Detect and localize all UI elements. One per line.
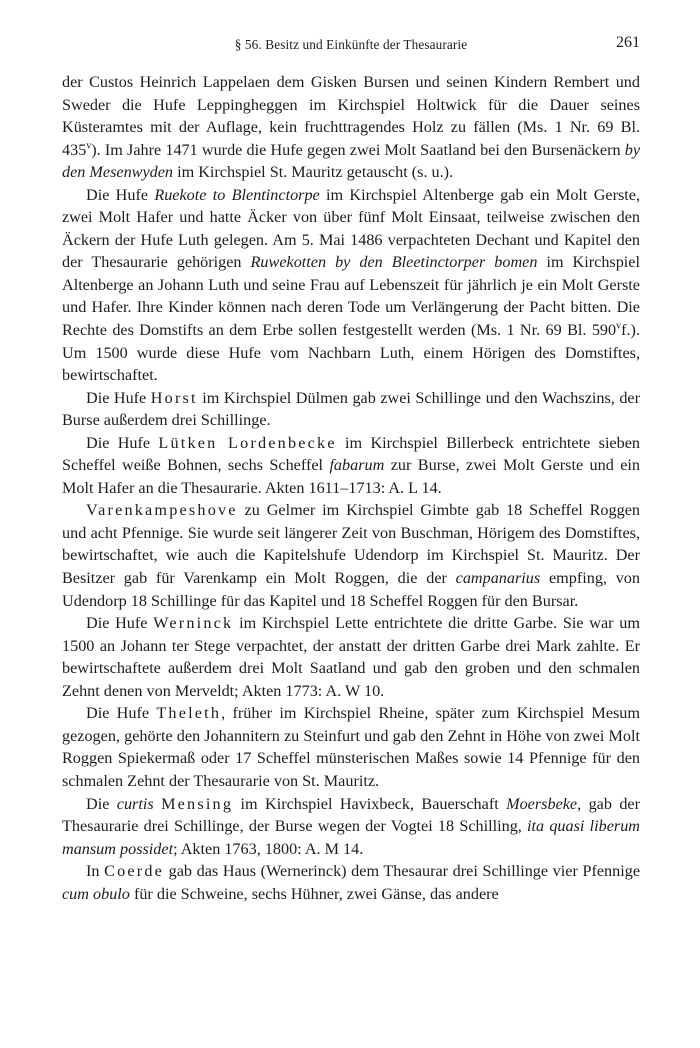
text-run: im Kirchspiel Altenberge an Johann Luth und seine Frau auf Lebenszeit für jährlich je ein Molt Gerste und Hafer. Ihre Kinder können nach deren Tode um Verlängerung der Pacht bitten. Die Rechte des Domstifts an dem Erbe sollen festgestellt werden (Ms. 1 Nr. 69 Bl. 590	[62, 253, 640, 340]
italic-term: by den Mesenwyden	[62, 140, 640, 182]
italic-term: ita quasi liberum mansum possidet	[62, 817, 640, 858]
italic-term: campanarius	[455, 569, 541, 588]
paragraph	[62, 184, 640, 387]
text-run: Die Hufe	[86, 704, 157, 723]
italic-term: Moersbeke	[506, 794, 578, 813]
spaced-name: Horst	[150, 388, 198, 407]
paragraph	[62, 499, 640, 612]
page-number: 261	[616, 34, 640, 51]
text-run: Die	[86, 794, 117, 813]
spaced-name: Werninck	[153, 614, 234, 633]
body-text	[62, 71, 640, 905]
text-run: für die Schweine, sechs Hühner, zwei Gänse, das andere	[129, 884, 499, 903]
spaced-name: Varenkampeshove	[86, 501, 238, 520]
text-run: Die Hufe	[86, 388, 151, 407]
text-run: im Kirchspiel St. Mauritz getauscht (s. u.).	[173, 163, 454, 182]
paragraph	[62, 612, 640, 702]
italic-term: curtis	[116, 794, 154, 813]
text-run	[154, 795, 161, 813]
paragraph	[62, 793, 640, 861]
text-run: der Custos Heinrich Lappelaen dem Gisken Bursen und seinen Kindern Rembert und Sweder die Hufe Leppingheggen im Kirchspiel Holtwick für die Dauer seines Küsteramtes mit der Auflage, kein fruchttragendes Holz zu fällen (Ms. 1 Nr. 69 Bl. 435	[62, 73, 640, 159]
italic-term: Ruwekotten by den Bleetinctorper bomen	[250, 253, 538, 272]
text-run: Die Hufe	[86, 433, 159, 452]
text-run: gab das Haus (Wernerinck) dem Thesaurar drei Schillinge vier Pfennige	[164, 862, 640, 881]
italic-term: cum obulo	[62, 884, 130, 903]
text-run: im Kirchspiel Havixbeck, Bauerschaft	[233, 794, 507, 813]
paragraph	[62, 432, 640, 500]
running-head: § 56. Besitz und Einkünfte der Thesaurarie	[234, 37, 468, 52]
superscript: v	[86, 140, 92, 152]
text-run: f.). Um 1500 wurde diese Hufe vom Nachbarn Luth, einem Hörigen des Domstiftes, bewirtschaftet.	[62, 321, 640, 385]
spaced-name: Theleth	[156, 704, 222, 723]
text-run: ; Akten 1763, 1800: A. M 14.	[173, 839, 364, 858]
text-run: , gab der Thesaurarie drei Schillinge, der Burse wegen der Vogtei 18 Schilling,	[62, 794, 641, 836]
spaced-name: Mensing	[161, 794, 234, 813]
paragraph	[62, 387, 640, 432]
text-run: zur Burse, zwei Molt Gerste und ein Molt Hafer an die Thesaurarie. Akten 1611–1713: A. L 14.	[62, 456, 640, 497]
text-run: In	[86, 862, 105, 881]
spaced-name: Coerde	[104, 862, 165, 881]
text-run: im Kirchspiel Altenberge gab ein Molt Gerste, zwei Molt Hafer und hatte Äcker von über fünf Molt Einsaat, teilweise zwischen den Äckern der Hufe Luth gelegen. Am 5. Mai 1486 verpachteten Dechant und Kapitel den der Thesaurarie gehörigen	[62, 185, 640, 272]
paragraph	[62, 71, 640, 184]
page-header	[62, 34, 640, 56]
text-run: , früher im Kirchspiel Rheine, später zum Kirchspiel Mesum gezogen, gehörte den Johannitern zu Steinfurt und gab den Zehnt in Höhe von zwei Molt Roggen Spiekermaß oder 17 Scheffel münsterischen Maßes sowie 14 Pfennige für den schmalen Zehnt der Thesaurarie von St. Mauritz.	[62, 704, 640, 790]
text-run: im Kirchspiel Dülmen gab zwei Schillinge und den Wachszins, der Burse außerdem drei Schillinge.	[62, 388, 641, 430]
text-run: empfing, von Udendorp 18 Schillinge für das Kapitel und 18 Scheffel Roggen für den Bursar.	[62, 569, 640, 610]
paragraph	[62, 860, 640, 905]
italic-term: Ruekote to Blentinctorpe	[154, 185, 320, 204]
text-run: Die Hufe	[86, 185, 155, 204]
text-run: ). Im Jahre 1471 wurde die Hufe gegen zwei Molt Saatland bei den Bursenäckern	[91, 140, 625, 159]
paragraph	[62, 702, 640, 792]
text-run: im Kirchspiel Lette entrichtete die dritte Garbe. Sie war um 1500 an Johann ter Stege verpachtet, der anstatt der dritten Garbe drei Mark zahlte. Er bewirtschaftete außerdem drei Molt Saatland und gab den groben und den schmalen Zehnt denen von Merveldt; Akten 1773: A. W 10.	[62, 614, 640, 700]
text-run: zu Gelmer im Kirchspiel Gimbte gab 18 Scheffel Roggen und acht Pfennige. Sie wurde seit längerer Zeit von Buschman, Hörigem des Domstiftes, bewirtschaftet, wie auch die Kapitelshufe Udendorp im Kirchspiel St. Mauritz. Der Besitzer gab für Varenkamp ein Molt Roggen, die der	[62, 501, 640, 588]
text-run: Die Hufe	[86, 614, 154, 633]
spaced-name: Lütken Lordenbecke	[158, 433, 337, 452]
text-run: im Kirchspiel Billerbeck entrichtete sieben Scheffel weiße Bohnen, sechs Scheffel	[62, 433, 640, 475]
superscript: v	[616, 320, 622, 332]
italic-term: fabarum	[329, 456, 385, 475]
